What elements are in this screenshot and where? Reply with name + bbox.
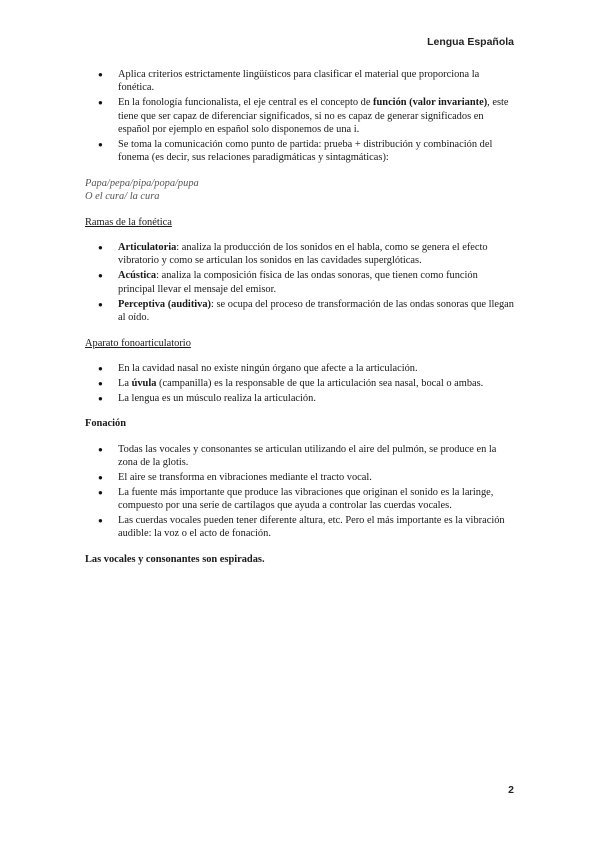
list-item-text: En la cavidad nasal no existe ningún órgano que afecte a la articulación. bbox=[118, 362, 418, 374]
list-item-bold: Perceptiva (auditiva) bbox=[118, 298, 212, 310]
list-item-text: : analiza la composición física de las ondas sonoras, que tienen como función principal llevar el mensaje del emisor. bbox=[118, 270, 478, 295]
page-header-title: Lengua Española bbox=[427, 36, 514, 48]
list-item-text: : se ocupa del proceso de transformación de las ondas sonoras que llegan al oído. bbox=[118, 298, 514, 324]
list-item bbox=[118, 138, 517, 165]
list-item bbox=[118, 269, 517, 296]
list-item bbox=[118, 362, 517, 375]
list-item-text: La bbox=[118, 377, 132, 389]
list-item-bold: Acústica bbox=[118, 270, 157, 282]
list-item-bold: úvula bbox=[131, 377, 157, 389]
list-item-bold: función (valor invariante) bbox=[373, 97, 488, 109]
fonacion-heading-text: Fonación bbox=[85, 418, 126, 430]
list-item-text: : analiza la producción de los sonidos en el habla, como se genera el efecto vibratorio y como se articulan los sonidos en las cavidades superglóticas. bbox=[118, 242, 488, 267]
example-line-1: Papa/pepa/pipa/popa/pupa bbox=[85, 177, 199, 189]
page-number: 2 bbox=[508, 784, 514, 796]
list-item bbox=[118, 514, 517, 541]
list-item bbox=[118, 486, 517, 513]
list-item-text: Aplica criterios estrictamente lingüísticos para clasificar el material que proporciona la fonética. bbox=[118, 69, 480, 94]
list-item bbox=[118, 392, 517, 405]
list-item-text: (campanilla) es la responsable de que la articulación sea nasal, bocal o ambas. bbox=[156, 377, 484, 389]
examples-block bbox=[85, 177, 517, 204]
closing-statement bbox=[85, 553, 517, 566]
list-item-text: , este tiene que ser capaz de diferenciar significados, si no es capaz de generar significados en español por ejemplo en español solo disponemos de una i. bbox=[118, 97, 509, 136]
list-item bbox=[118, 377, 517, 390]
example-line-2: O el cura/ la cura bbox=[85, 191, 160, 203]
list-item-text: En la fonología funcionalista, el eje central es el concepto de bbox=[118, 97, 374, 109]
list-item-text: Todas las vocales y consonantes se articulan utilizando el aire del pulmón, se produce en la zona de la glotis. bbox=[118, 443, 497, 468]
aparato-list bbox=[85, 362, 517, 405]
aparato-heading: Aparato fonoarticulatorio bbox=[85, 337, 191, 349]
ramas-heading: Ramas de la fonética bbox=[85, 216, 172, 228]
list-item-text: Se toma la comunicación como punto de partida: prueba + distribución y combinación del fonema (es decir, sus relaciones paradigmáticas y sintagmáticas): bbox=[118, 139, 493, 164]
list-item-text: La lengua es un músculo realiza la articulación. bbox=[118, 392, 316, 404]
fonacion-list bbox=[85, 443, 517, 541]
list-item bbox=[118, 443, 517, 470]
closing-statement-text: Las vocales y consonantes son espiradas. bbox=[85, 553, 265, 565]
list-item-text: El aire se transforma en vibraciones mediante el tracto vocal. bbox=[118, 471, 372, 483]
list-item bbox=[118, 68, 517, 95]
list-item-text: La fuente más importante que produce las vibraciones que originan el sonido es la laringe, compuesto por una serie de cartílagos que ayuda a controlar las cuerdas vocales. bbox=[118, 486, 494, 512]
list-item bbox=[118, 96, 517, 136]
list-item-text: Las cuerdas vocales pueden tener diferente altura, etc. Pero el más importante es la vibración audible: la voz o el acto de fonación. bbox=[118, 515, 505, 540]
document-body bbox=[85, 68, 517, 578]
fonacion-heading bbox=[85, 417, 517, 430]
list-item bbox=[118, 471, 517, 484]
list-item bbox=[118, 298, 517, 325]
intro-list bbox=[85, 68, 517, 165]
list-item bbox=[118, 241, 517, 268]
ramas-list bbox=[85, 241, 517, 324]
list-item-bold: Articulatoria bbox=[118, 242, 177, 254]
